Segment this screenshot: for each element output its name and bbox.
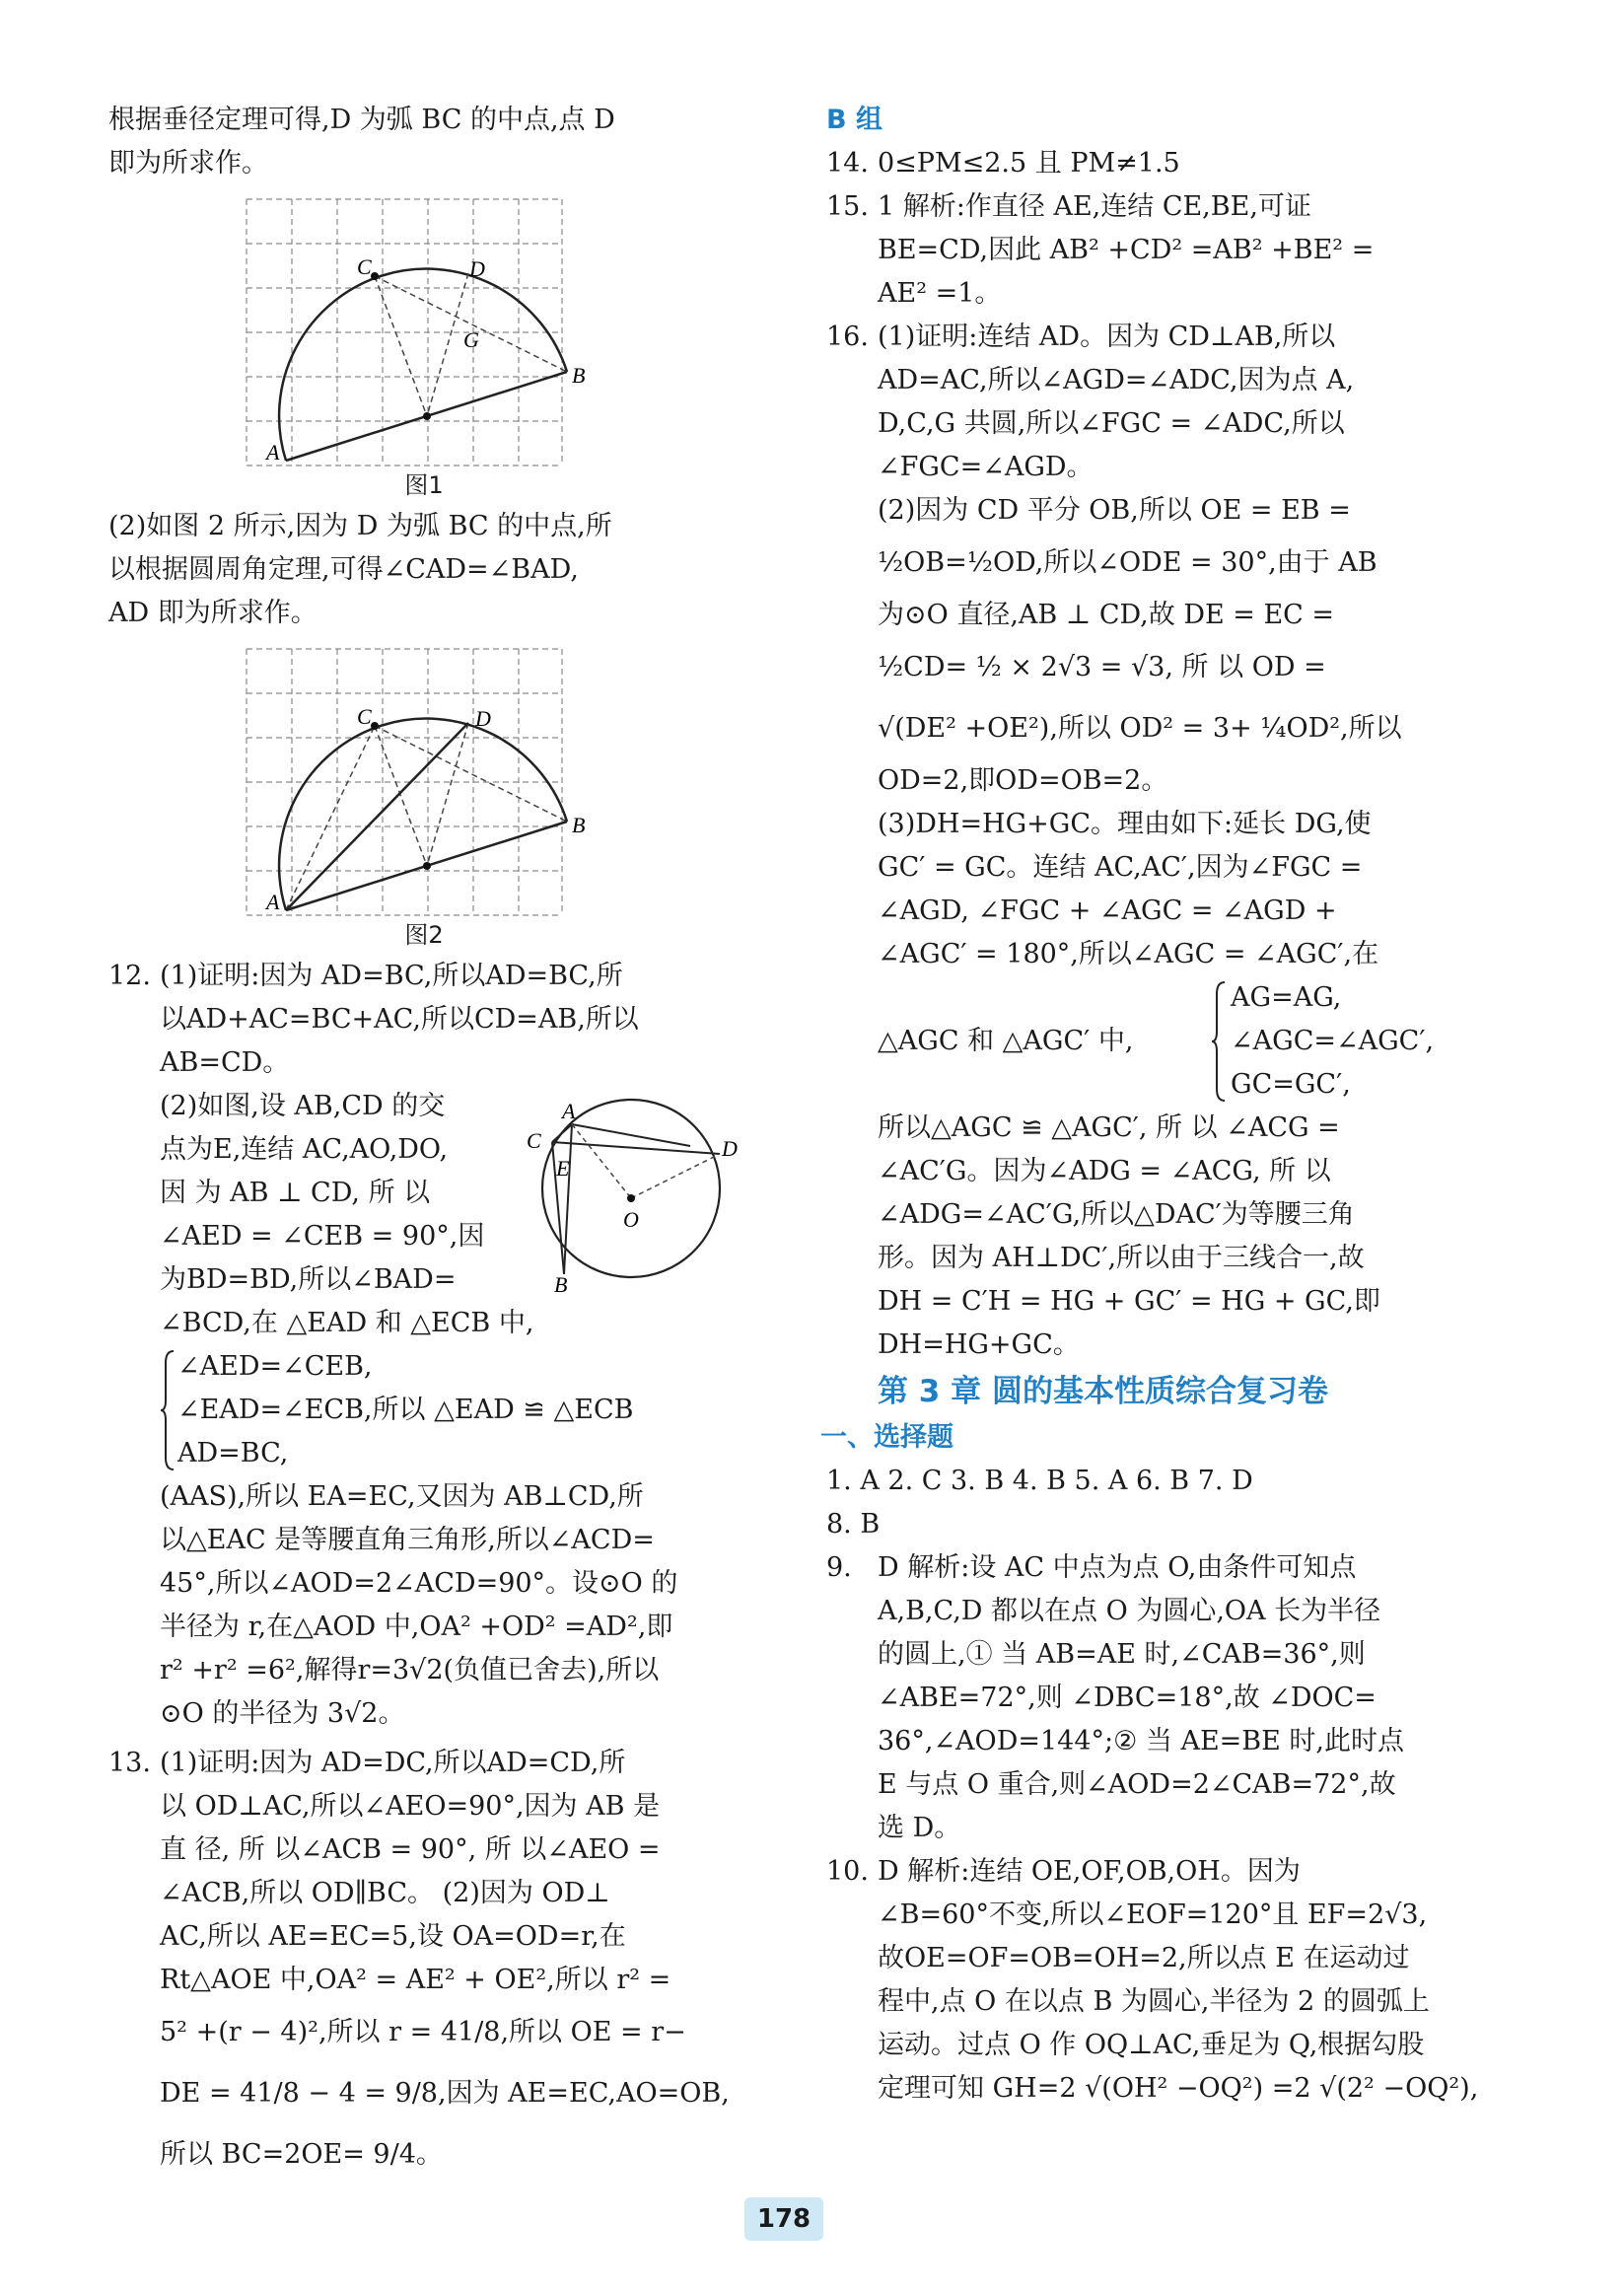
- text-line: ∠ACB,所以 OD∥BC。 (2)因为 OD⊥: [160, 1878, 610, 1908]
- circle-figure-12: [523, 1085, 740, 1297]
- text-line: 定理可知 GH=2 √(OH² −OQ²) =2 √(2² −OQ²),: [878, 2073, 1479, 2104]
- answers-row: 8. B: [826, 1509, 881, 1540]
- question-12: [108, 955, 740, 1736]
- text-line: 半径为 r,在△AOD 中,OA² +OD² =AD²,即: [160, 1612, 673, 1642]
- label-B: B: [572, 363, 586, 388]
- text-line: GC′ = GC。连结 AC,AC′,因为∠FGC =: [878, 852, 1363, 883]
- figure-2-caption: 图2: [404, 921, 444, 949]
- text-line: √(DE² +OE²),所以 OD² = 3+ ¼OD²,所以: [878, 713, 1402, 744]
- text-line: 故OE=OF=OB=OH=2,所以点 E 在运动过: [878, 1943, 1410, 1973]
- text-line: 点为E,连结 AC,AO,DO,: [160, 1134, 449, 1165]
- text-line: DE = 41/8 − 4 = 9/8,因为 AE=EC,AO=OB,: [160, 2078, 730, 2109]
- text-line: 以AD+AC=BC+AC,所以CD=AB,所以: [160, 1004, 639, 1035]
- text-line: 以 OD⊥AC,所以∠AEO=90°,因为 AB 是: [160, 1791, 661, 1822]
- text-line: AG=AG,: [1231, 982, 1342, 1013]
- answers-row: 1. A 2. C 3. B 4. B 5. A 6. B 7. D: [826, 1466, 1253, 1496]
- text-line: ∠FGC=∠AGD。: [878, 452, 1094, 482]
- text-line: 程中,点 O 在以点 B 为圆心,半径为 2 的圆弧上: [878, 1986, 1430, 2017]
- text-line: ∠ABE=72°,则 ∠DBC=18°,故 ∠DOC=: [878, 1683, 1377, 1713]
- text-line: 45°,所以∠AOD=2∠ACD=90°。设⊙O 的: [160, 1568, 678, 1599]
- text-line: (AAS),所以 EA=EC,又因为 AB⊥CD,所: [160, 1481, 644, 1512]
- label-A: A: [266, 890, 280, 914]
- text-line: D,C,G 共圆,所以∠FGC = ∠ADC,所以: [878, 408, 1345, 439]
- text-line: 36°,∠AOD=144°;② 当 AE=BE 时,此时点: [878, 1726, 1405, 1756]
- brace-system: [826, 976, 1497, 1107]
- label-C: C: [357, 254, 372, 279]
- question-number: 16.: [826, 322, 869, 352]
- text-line: ∠ADG=∠AC′G,所以△DAC′为等腰三角: [878, 1199, 1355, 1230]
- question-number: 14.: [826, 148, 869, 179]
- text-line: ∠AGD, ∠FGC + ∠AGC = ∠AGD +: [878, 896, 1337, 926]
- figure-2: [247, 639, 586, 915]
- text-line: (1)证明:因为 AD=DC,所以AD=CD,所: [160, 1748, 626, 1778]
- text-line: ∠B=60°不变,所以∠EOF=120°且 EF=2√3,: [878, 1899, 1428, 1930]
- text-line: ½CD= ½ × 2√3 = √3, 所 以 OD =: [878, 652, 1326, 682]
- text-line: 5² +(r − 4)²,所以 r = 41/8,所以 OE = r−: [160, 2017, 686, 2047]
- text-line: (2)如图 2 所示,因为 D 为弧 BC 的中点,所: [108, 511, 612, 541]
- text-line: D 解析:设 AC 中点为点 O,由条件可知点: [878, 1552, 1357, 1583]
- text-line: 所以 BC=2OE= 9/4。: [160, 2139, 443, 2170]
- question-number: 12.: [108, 961, 151, 991]
- label-A: A: [562, 1099, 576, 1123]
- text-line: A,B,C,D 都以在点 O 为圆心,OA 长为半径: [878, 1596, 1381, 1626]
- figure-1-caption: 图1: [404, 471, 444, 499]
- text-line: ∠AED=∠CEB,: [177, 1351, 373, 1382]
- brace-icon: [160, 1349, 176, 1471]
- label-B: B: [554, 1272, 568, 1297]
- text-line: E 与点 O 重合,则∠AOD=2∠CAB=72°,故: [878, 1769, 1396, 1800]
- text-line: 1 解析:作直径 AE,连结 CE,BE,可证: [878, 191, 1311, 222]
- text-line: 因 为 AB ⊥ CD, 所 以: [160, 1178, 431, 1208]
- text-line: OD=2,即OD=OB=2。: [878, 765, 1168, 796]
- question-number: 13.: [108, 1748, 151, 1778]
- label-C: C: [357, 704, 372, 729]
- text-line: ∠BCD,在 △EAD 和 △ECB 中,: [160, 1308, 534, 1338]
- figure-1: [247, 189, 586, 466]
- chapter-title: 第 3 章 圆的基本性质综合复习卷: [878, 1374, 1328, 1409]
- text-line: 形。因为 AH⊥DC′,所以由于三线合一,故: [878, 1243, 1365, 1273]
- text-line: 以△EAC 是等腰直角三角形,所以∠ACD=: [160, 1525, 655, 1555]
- text-line: 为⊙O 直径,AB ⊥ CD,故 DE = EC =: [878, 600, 1335, 630]
- label-B: B: [572, 813, 586, 837]
- text-line: AD=BC,: [177, 1438, 289, 1469]
- label-D: D: [469, 256, 485, 281]
- text-line: 运动。过点 O 作 OQ⊥AC,垂足为 Q,根据勾股: [878, 2030, 1425, 2060]
- text-line: △AGC 和 △AGC′ 中,: [878, 1026, 1134, 1056]
- text-line: DH=HG+GC。: [878, 1329, 1080, 1360]
- text-line: r² +r² =6²,解得r=3√2(负值已舍去),所以: [160, 1655, 660, 1685]
- text-line: AC,所以 AE=EC=5,设 OA=OD=r,在: [160, 1921, 626, 1952]
- group-heading: B 组: [826, 105, 883, 135]
- text-line: AE² =1。: [878, 278, 1002, 309]
- text-line: (3)DH=HG+GC。理由如下:延长 DG,使: [878, 809, 1372, 839]
- text-line: DH = C′H = HG + GC′ = HG + GC,即: [878, 1286, 1380, 1317]
- right-column: [820, 99, 1497, 2111]
- label-C: C: [527, 1128, 541, 1153]
- text-line: ∠AGC′ = 180°,所以∠AGC = ∠AGC′,在: [878, 939, 1379, 969]
- text-line: 0≤PM≤2.5 且 PM≠1.5: [878, 148, 1180, 179]
- text-line: Rt△AOE 中,OA² = AE² + OE²,所以 r² =: [160, 1965, 671, 1995]
- question-number: 9.: [826, 1552, 852, 1583]
- text-line: (2)因为 CD 平分 OB,所以 OE = EB =: [878, 495, 1351, 526]
- text-line: 即为所求作。: [108, 148, 268, 179]
- text-line: ⊙O 的半径为 3√2。: [160, 1698, 405, 1729]
- text-line: GC=GC′,: [1231, 1069, 1351, 1100]
- text-line: 为BD=BD,所以∠BAD=: [160, 1264, 457, 1295]
- question-number: 10.: [826, 1856, 869, 1887]
- text-line: 所以△AGC ≌ △AGC′, 所 以 ∠ACG =: [878, 1112, 1340, 1143]
- text-line: ∠AC′G。因为∠ADG = ∠ACG, 所 以: [878, 1156, 1331, 1186]
- label-A: A: [266, 440, 280, 465]
- text-line: (1)证明:连结 AD。因为 CD⊥AB,所以: [878, 322, 1336, 352]
- text-line: AB=CD。: [160, 1047, 290, 1078]
- left-column: [108, 99, 740, 2186]
- text-line: 直 径, 所 以∠ACB = 90°, 所 以∠AEO =: [160, 1834, 661, 1865]
- brace-system: [108, 1345, 740, 1475]
- text-line: 的圆上,① 当 AB=AE 时,∠CAB=36°,则: [878, 1639, 1366, 1670]
- text-line: D 解析:连结 OE,OF,OB,OH。因为: [878, 1856, 1301, 1887]
- text-line: ½OB=½OD,所以∠ODE = 30°,由于 AB: [878, 547, 1377, 578]
- text-line: (2)如图,设 AB,CD 的交: [160, 1091, 446, 1121]
- text-line: 以根据圆周角定理,可得∠CAD=∠BAD,: [108, 554, 579, 585]
- text-line: ∠AGC=∠AGC′,: [1231, 1026, 1435, 1056]
- text-line: AD=AC,所以∠AGD=∠ADC,因为点 A,: [878, 365, 1355, 395]
- question-number: 15.: [826, 191, 869, 222]
- section-title: 一、选择题: [820, 1422, 953, 1453]
- text-line: 选 D。: [878, 1813, 961, 1843]
- page-number: 178: [744, 2197, 823, 2241]
- text-line: AD 即为所求作。: [108, 598, 318, 628]
- text-line: (1)证明:因为 AD=BC,所以AD=BC,所: [160, 961, 623, 991]
- text-line: ∠EAD=∠ECB,所以 △EAD ≌ △ECB: [177, 1395, 634, 1425]
- text-line: BE=CD,因此 AB² +CD² =AB² +BE² =: [878, 235, 1375, 265]
- brace-icon: [1211, 980, 1227, 1103]
- text-line: 根据垂径定理可得,D 为弧 BC 的中点,点 D: [108, 105, 615, 135]
- label-D: D: [475, 706, 491, 731]
- label-O: O: [623, 1207, 639, 1232]
- question-13: [108, 1742, 740, 2186]
- text-line: ∠AED = ∠CEB = 90°,因: [160, 1221, 485, 1252]
- label-E: E: [556, 1156, 570, 1181]
- label-D: D: [722, 1136, 738, 1161]
- label-G: G: [463, 327, 479, 352]
